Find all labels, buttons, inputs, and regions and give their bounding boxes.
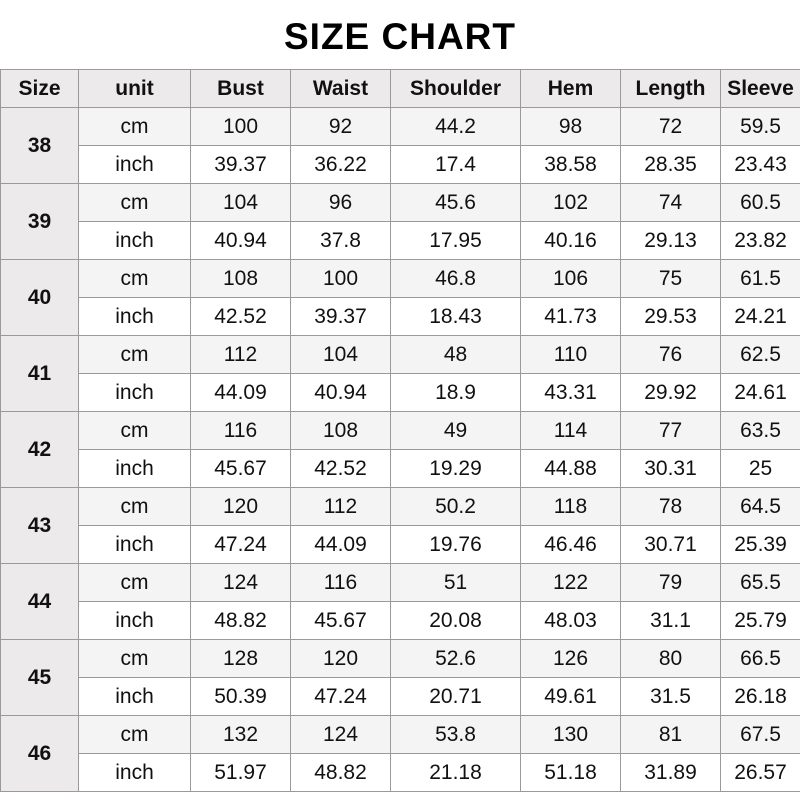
unit-label: inch: [79, 374, 191, 412]
unit-label: cm: [79, 640, 191, 678]
cell-sleeve: 24.61: [721, 374, 800, 412]
cell-shoulder: 20.08: [391, 602, 521, 640]
cell-length: 29.53: [621, 298, 721, 336]
column-header-sleeve: Sleeve: [721, 70, 800, 108]
cell-sleeve: 23.43: [721, 146, 800, 184]
cell-waist: 104: [291, 336, 391, 374]
cell-length: 28.35: [621, 146, 721, 184]
size-chart-table: [0, 69, 800, 792]
cell-bust: 120: [191, 488, 291, 526]
cell-waist: 44.09: [291, 526, 391, 564]
unit-label: cm: [79, 336, 191, 374]
cell-hem: 130: [521, 716, 621, 754]
cell-hem: 48.03: [521, 602, 621, 640]
cell-bust: 100: [191, 108, 291, 146]
size-label: 40: [1, 260, 79, 336]
cell-length: 80: [621, 640, 721, 678]
cell-shoulder: 52.6: [391, 640, 521, 678]
unit-label: inch: [79, 450, 191, 488]
cell-waist: 116: [291, 564, 391, 602]
cell-hem: 114: [521, 412, 621, 450]
unit-label: cm: [79, 488, 191, 526]
unit-label: cm: [79, 716, 191, 754]
cell-length: 74: [621, 184, 721, 222]
table-row: [1, 678, 800, 716]
cell-bust: 42.52: [191, 298, 291, 336]
column-header-hem: Hem: [521, 70, 621, 108]
cell-hem: 126: [521, 640, 621, 678]
cell-waist: 96: [291, 184, 391, 222]
table-header: [1, 70, 800, 108]
cell-shoulder: 19.29: [391, 450, 521, 488]
cell-sleeve: 63.5: [721, 412, 800, 450]
table-row: [1, 184, 800, 222]
cell-hem: 106: [521, 260, 621, 298]
cell-waist: 42.52: [291, 450, 391, 488]
table-row: [1, 260, 800, 298]
cell-length: 31.5: [621, 678, 721, 716]
unit-label: inch: [79, 222, 191, 260]
cell-waist: 37.8: [291, 222, 391, 260]
cell-sleeve: 25.79: [721, 602, 800, 640]
table-row: [1, 640, 800, 678]
cell-length: 30.71: [621, 526, 721, 564]
table-row: [1, 146, 800, 184]
cell-sleeve: 25.39: [721, 526, 800, 564]
cell-sleeve: 24.21: [721, 298, 800, 336]
cell-shoulder: 44.2: [391, 108, 521, 146]
cell-hem: 122: [521, 564, 621, 602]
unit-label: cm: [79, 564, 191, 602]
column-header-size: Size: [1, 70, 79, 108]
column-header-waist: Waist: [291, 70, 391, 108]
unit-label: cm: [79, 108, 191, 146]
cell-hem: 51.18: [521, 754, 621, 792]
size-label: 46: [1, 716, 79, 792]
cell-waist: 100: [291, 260, 391, 298]
size-label: 43: [1, 488, 79, 564]
table-row: [1, 222, 800, 260]
cell-length: 76: [621, 336, 721, 374]
cell-bust: 45.67: [191, 450, 291, 488]
cell-hem: 41.73: [521, 298, 621, 336]
page-title: SIZE CHART: [284, 16, 516, 57]
size-label: 39: [1, 184, 79, 260]
size-label: 41: [1, 336, 79, 412]
cell-shoulder: 53.8: [391, 716, 521, 754]
cell-sleeve: 26.18: [721, 678, 800, 716]
cell-bust: 44.09: [191, 374, 291, 412]
cell-length: 72: [621, 108, 721, 146]
table-row: [1, 754, 800, 792]
column-header-shoulder: Shoulder: [391, 70, 521, 108]
cell-sleeve: 26.57: [721, 754, 800, 792]
cell-length: 77: [621, 412, 721, 450]
cell-bust: 50.39: [191, 678, 291, 716]
cell-shoulder: 18.43: [391, 298, 521, 336]
cell-shoulder: 48: [391, 336, 521, 374]
cell-length: 30.31: [621, 450, 721, 488]
unit-label: cm: [79, 260, 191, 298]
unit-label: inch: [79, 298, 191, 336]
cell-sleeve: 59.5: [721, 108, 800, 146]
cell-waist: 48.82: [291, 754, 391, 792]
cell-bust: 51.97: [191, 754, 291, 792]
cell-hem: 98: [521, 108, 621, 146]
cell-sleeve: 25: [721, 450, 800, 488]
unit-label: inch: [79, 526, 191, 564]
cell-waist: 112: [291, 488, 391, 526]
size-label: 45: [1, 640, 79, 716]
cell-hem: 43.31: [521, 374, 621, 412]
table-row: [1, 108, 800, 146]
cell-hem: 102: [521, 184, 621, 222]
cell-bust: 108: [191, 260, 291, 298]
table-row: [1, 564, 800, 602]
header-row: [1, 70, 800, 108]
cell-waist: 120: [291, 640, 391, 678]
cell-waist: 124: [291, 716, 391, 754]
cell-bust: 132: [191, 716, 291, 754]
cell-waist: 40.94: [291, 374, 391, 412]
size-label: 44: [1, 564, 79, 640]
cell-hem: 40.16: [521, 222, 621, 260]
unit-label: inch: [79, 678, 191, 716]
cell-length: 31.89: [621, 754, 721, 792]
cell-shoulder: 18.9: [391, 374, 521, 412]
cell-sleeve: 61.5: [721, 260, 800, 298]
cell-bust: 116: [191, 412, 291, 450]
cell-hem: 46.46: [521, 526, 621, 564]
unit-label: cm: [79, 412, 191, 450]
table-row: [1, 602, 800, 640]
column-header-bust: Bust: [191, 70, 291, 108]
cell-sleeve: 67.5: [721, 716, 800, 754]
table-row: [1, 716, 800, 754]
cell-bust: 39.37: [191, 146, 291, 184]
size-label: 38: [1, 108, 79, 184]
cell-shoulder: 45.6: [391, 184, 521, 222]
table-row: [1, 488, 800, 526]
cell-shoulder: 49: [391, 412, 521, 450]
cell-length: 78: [621, 488, 721, 526]
cell-length: 31.1: [621, 602, 721, 640]
cell-bust: 104: [191, 184, 291, 222]
cell-hem: 44.88: [521, 450, 621, 488]
unit-label: inch: [79, 602, 191, 640]
cell-bust: 48.82: [191, 602, 291, 640]
table-row: [1, 374, 800, 412]
cell-shoulder: 21.18: [391, 754, 521, 792]
cell-length: 75: [621, 260, 721, 298]
cell-sleeve: 66.5: [721, 640, 800, 678]
cell-length: 79: [621, 564, 721, 602]
cell-waist: 92: [291, 108, 391, 146]
unit-label: inch: [79, 754, 191, 792]
table-row: [1, 298, 800, 336]
unit-label: inch: [79, 146, 191, 184]
column-header-length: Length: [621, 70, 721, 108]
cell-hem: 38.58: [521, 146, 621, 184]
table-row: [1, 450, 800, 488]
cell-bust: 112: [191, 336, 291, 374]
cell-shoulder: 20.71: [391, 678, 521, 716]
cell-sleeve: 62.5: [721, 336, 800, 374]
cell-shoulder: 19.76: [391, 526, 521, 564]
cell-shoulder: 51: [391, 564, 521, 602]
cell-hem: 49.61: [521, 678, 621, 716]
table-row: [1, 526, 800, 564]
cell-waist: 108: [291, 412, 391, 450]
cell-length: 29.92: [621, 374, 721, 412]
cell-waist: 36.22: [291, 146, 391, 184]
cell-bust: 124: [191, 564, 291, 602]
cell-waist: 45.67: [291, 602, 391, 640]
table-row: [1, 412, 800, 450]
table-body: [1, 108, 800, 792]
cell-sleeve: 64.5: [721, 488, 800, 526]
cell-hem: 118: [521, 488, 621, 526]
size-label: 42: [1, 412, 79, 488]
cell-shoulder: 17.4: [391, 146, 521, 184]
cell-shoulder: 17.95: [391, 222, 521, 260]
cell-length: 29.13: [621, 222, 721, 260]
cell-bust: 40.94: [191, 222, 291, 260]
cell-waist: 39.37: [291, 298, 391, 336]
column-header-unit: unit: [79, 70, 191, 108]
cell-sleeve: 23.82: [721, 222, 800, 260]
cell-sleeve: 60.5: [721, 184, 800, 222]
cell-waist: 47.24: [291, 678, 391, 716]
cell-hem: 110: [521, 336, 621, 374]
cell-bust: 128: [191, 640, 291, 678]
cell-length: 81: [621, 716, 721, 754]
cell-shoulder: 46.8: [391, 260, 521, 298]
cell-sleeve: 65.5: [721, 564, 800, 602]
unit-label: cm: [79, 184, 191, 222]
cell-shoulder: 50.2: [391, 488, 521, 526]
table-row: [1, 336, 800, 374]
cell-bust: 47.24: [191, 526, 291, 564]
